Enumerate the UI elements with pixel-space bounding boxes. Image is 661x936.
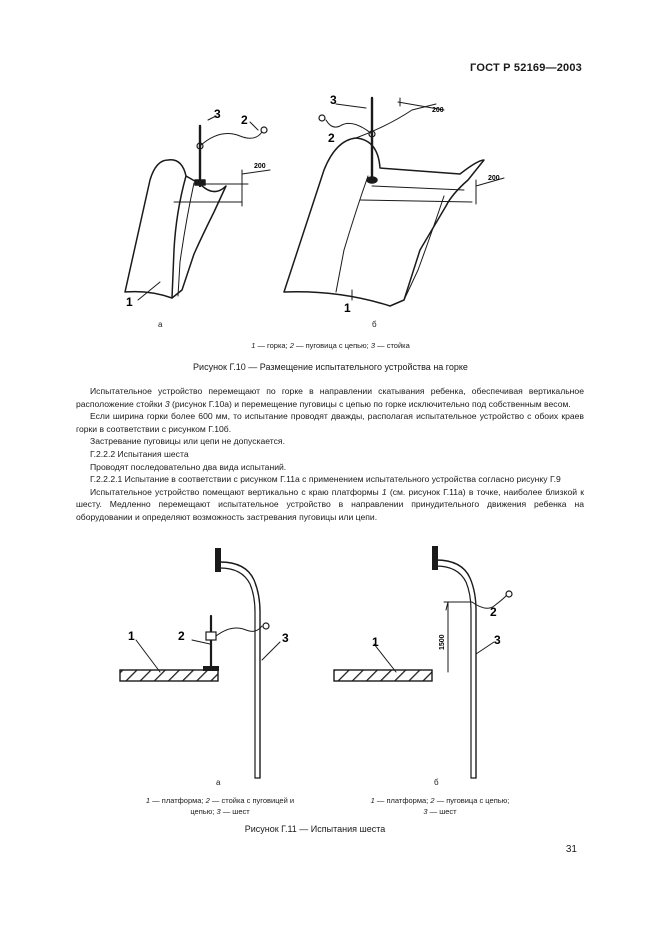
fig11a-leader-1 — [136, 640, 160, 672]
stand-a11-base — [203, 666, 219, 671]
fig10b-label-3: 3 — [330, 93, 337, 107]
fig10b-label-dim-top: 200 — [432, 107, 444, 114]
fig10-sub-b: б — [372, 320, 377, 329]
fig10a-label-dim: 200 — [254, 163, 266, 170]
fig10b-label-2: 2 — [328, 131, 335, 145]
fig11a-label-3: 3 — [282, 631, 289, 645]
pole-a-mount — [215, 548, 221, 572]
fig11b-label-1: 1 — [372, 635, 379, 649]
fig11b-label-2: 2 — [490, 605, 497, 619]
fig10-caption: Рисунок Г.10 — Размещение испытательного устройства на горке — [193, 362, 468, 372]
fig11-sub-b: б — [434, 778, 439, 787]
fig11-sub-a: а — [216, 778, 221, 787]
chain-b11 — [472, 596, 506, 608]
paragraph-5: Проводят последовательно два вида испытаний. — [90, 461, 287, 472]
pole-b — [436, 560, 476, 778]
fig11a-leader-3 — [262, 642, 280, 660]
paragraph-7: Испытательное устройство помещают вертикально с краю платформы 1 (см. рисунок Г.11а) в точке, наиболее близкой к шесту. Медленно перемещают испытательное устройство в направлении принудительного движения ребенка на оборудовании и определяют возможность застревания пуговицы или цепи. — [76, 486, 584, 522]
pole-a-inner — [220, 568, 255, 778]
paragraph-1: Испытательное устройство перемещают по горке в направлении скатывания ребенка, обеспечивая вертикальное расположение стойки 3 (рисунок Г.10а) и перемещение пуговицы с цепью по горке исключительно под собственным весом. — [76, 386, 584, 409]
paragraph-6: Г.2.2.2.1 Испытание в соответствии с рисунком Г.11а с применением испытательного устройства согласно рисунку Г.9 — [90, 474, 561, 485]
pole-b-mount — [432, 546, 438, 570]
fig10a-label-3: 3 — [214, 107, 221, 121]
paragraph-4: Г.2.2.2 Испытания шеста — [90, 448, 189, 459]
fig11a-legend: 1 — платформа; 2 — стойка с пуговицей и цепью; 3 — шест — [145, 796, 295, 816]
fig10b-label-dim: 200 — [488, 175, 500, 182]
paragraph-3: Застревание пуговицы или цепи не допускается. — [90, 436, 285, 447]
fig11a-label-2: 2 — [178, 629, 185, 643]
fig10-legend: 1 — горка; 2 — пуговица с цепью; 3 — стойка — [251, 341, 410, 350]
fig10a-label-1: 1 — [126, 295, 133, 309]
fig11b-legend: 1 — платформа; 2 — пуговица с цепью; 3 — шест — [370, 796, 510, 816]
pole-b-inner — [436, 566, 471, 778]
platform-b — [334, 670, 432, 681]
button-a11 — [263, 623, 269, 629]
platform-a — [120, 670, 218, 681]
fig10-sub-a: а — [158, 320, 163, 329]
paragraph-2: Если ширина горки более 600 мм, то испытание проводят дважды, располагая испытательное устройство с обоих краев горки в соответствии с рисунком Г.10б. — [76, 411, 584, 434]
fig11b-label-dim: 1500 — [439, 634, 446, 650]
button-b11 — [506, 591, 512, 597]
fig11a-label-1: 1 — [128, 629, 135, 643]
page-number: 31 — [565, 844, 577, 855]
stand-a11-ring — [206, 632, 216, 640]
fig11b-leader-3 — [476, 642, 494, 654]
fig10a-label-2: 2 — [241, 113, 248, 127]
fig10b-label-1: 1 — [344, 301, 351, 315]
fig11b-label-3: 3 — [494, 633, 501, 647]
pole-a — [220, 562, 260, 778]
fig11-caption: Рисунок Г.11 — Испытания шеста — [244, 824, 386, 834]
document-header: ГОСТ Р 52169—2003 — [470, 62, 582, 74]
